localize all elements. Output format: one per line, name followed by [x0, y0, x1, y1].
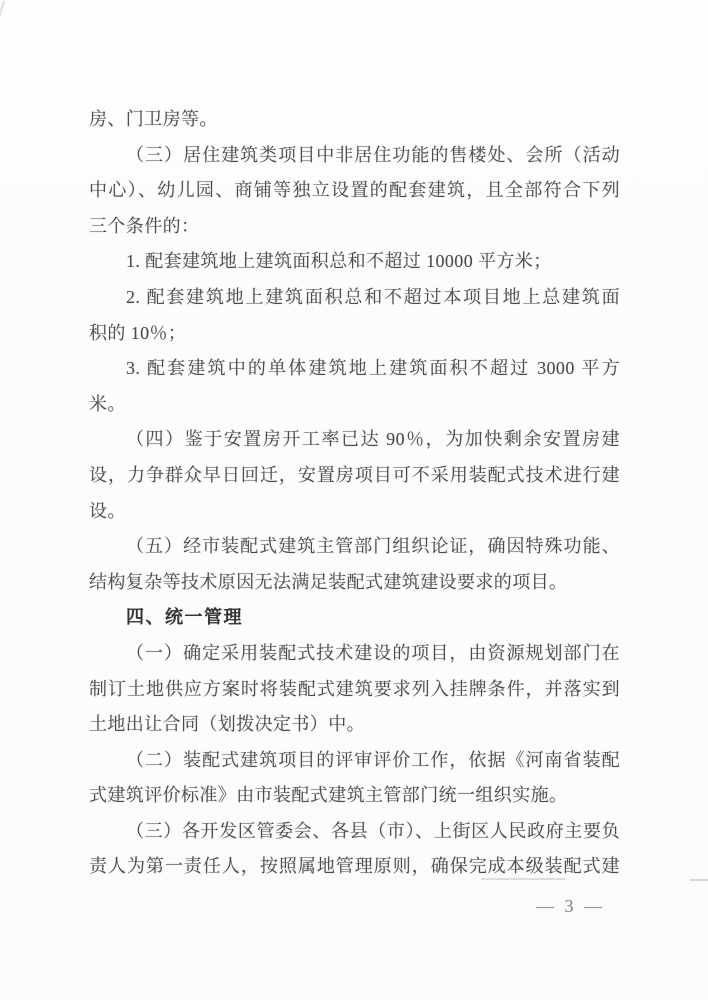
text-line: 责人为第一责任人，按照属地管理原则，确保完成本级装配式建 [89, 856, 620, 877]
text-line-list-item: 1. 配套建筑地上建筑面积总和不超过 10000 平方米； [126, 251, 552, 272]
text-line: （二）装配式建筑项目的评审评价工作，依据《河南省装配 [126, 749, 620, 770]
document-body [89, 102, 620, 885]
text-line: 结构复杂等技术原因无法满足装配式建筑建设要求的项目。 [89, 571, 568, 592]
text-line: 三个条件的： [89, 215, 200, 236]
scan-artifact-line [481, 878, 565, 880]
text-line: 设，力争群众早日回迁，安置房项目可不采用装配式技术进行建 [89, 464, 620, 485]
page-number: — 3 — [536, 896, 605, 916]
text-line: 式建筑评价标准》由市装配式建筑主管部门统一组织实施。 [89, 785, 568, 806]
text-line: （五）经市装配式建筑主管部门组织论证，确因特殊功能、 [126, 536, 620, 557]
scan-artifact-line [690, 879, 708, 881]
text-line: （三）各开发区管委会、各县（市）、上街区人民政府主要负 [126, 820, 620, 841]
text-line: 米。 [89, 393, 126, 414]
text-line: 设。 [89, 500, 126, 521]
text-line: （三）居住建筑类项目中非居住功能的售楼处、会所（活动 [126, 144, 620, 165]
text-line: （一）确定采用装配式技术建设的项目，由资源规划部门在 [126, 642, 620, 663]
text-line-list-item: 3. 配套建筑中的单体建筑地上建筑面积不超过 3000 平方 [126, 358, 620, 379]
text-line: 中心）、幼儿园、商铺等独立设置的配套建筑，且全部符合下列 [89, 180, 620, 201]
text-line: 土地出让合同（划拨决定书）中。 [89, 714, 365, 735]
text-line: （四）鉴于安置房开工率已达 90％，为加快剩余安置房建 [126, 429, 620, 450]
section-heading: 四、统一管理 [126, 607, 243, 628]
text-line-list-item: 2. 配套建筑地上建筑面积总和不超过本项目地上总建筑面 [126, 286, 620, 307]
scan-artifact-top-left [0, 1, 6, 17]
text-line: 制订土地供应方案时将装配式建筑要求列入挂牌条件，并落实到 [89, 678, 620, 699]
text-line: 积的 10％； [89, 322, 187, 343]
text-line: 房、门卫房等。 [89, 109, 218, 129]
